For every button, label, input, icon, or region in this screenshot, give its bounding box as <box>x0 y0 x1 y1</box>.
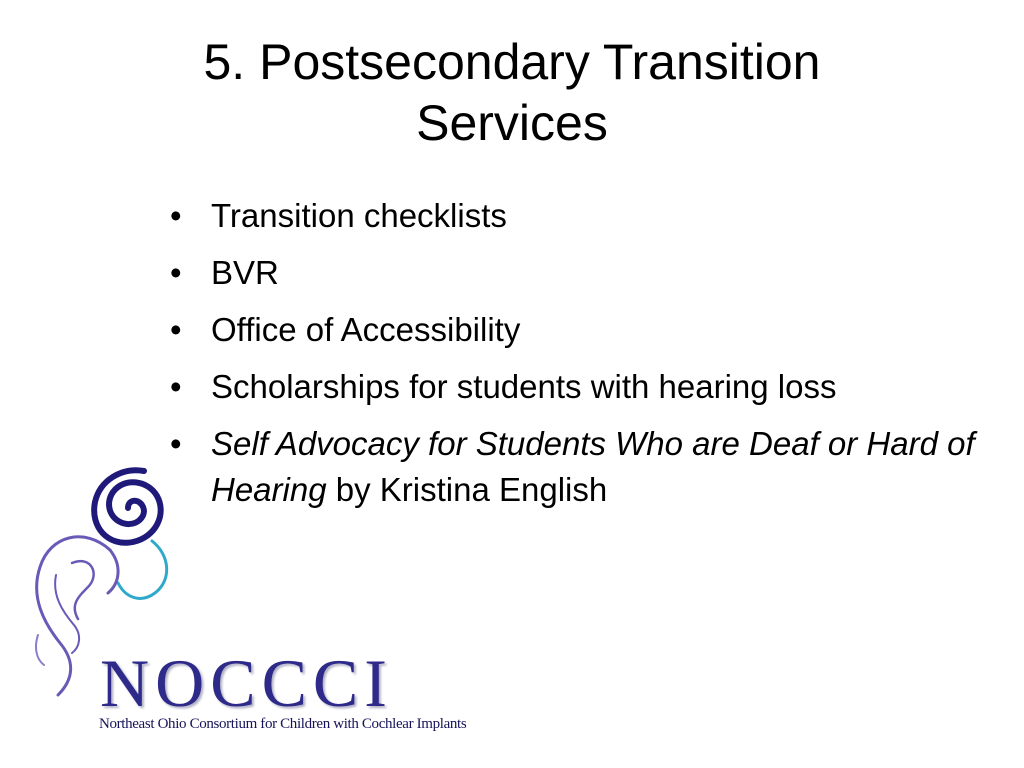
bullet-text: Transition checklists <box>211 197 507 234</box>
slide-title <box>112 32 912 154</box>
book-title: Self Advocacy for Students Who are Deaf or Hard of Hearing <box>211 425 975 508</box>
bullet-marker: • <box>170 311 182 348</box>
bullet-item <box>170 250 1010 296</box>
bullet-marker: • <box>170 197 182 234</box>
bullet-marker: • <box>170 425 182 462</box>
book-author: by Kristina English <box>326 471 608 508</box>
title-line-2: Services <box>416 95 608 151</box>
logo-tagline: Northeast Ohio Consortium for Children with Cochlear Implants <box>99 716 467 732</box>
bullet-item <box>170 364 1010 410</box>
logo-wordmark: NOCCCI <box>100 645 393 721</box>
bullet-marker: • <box>170 254 182 291</box>
bullet-text: Scholarships for students with hearing loss <box>211 368 837 405</box>
noccci-logo <box>0 455 500 755</box>
title-line-1: 5. Postsecondary Transition <box>203 34 821 90</box>
bullet-marker: • <box>170 368 182 405</box>
bullet-item <box>170 193 1010 239</box>
bullet-text: BVR <box>211 254 279 291</box>
bullet-item <box>170 307 1010 353</box>
bullet-text: Office of Accessibility <box>211 311 521 348</box>
